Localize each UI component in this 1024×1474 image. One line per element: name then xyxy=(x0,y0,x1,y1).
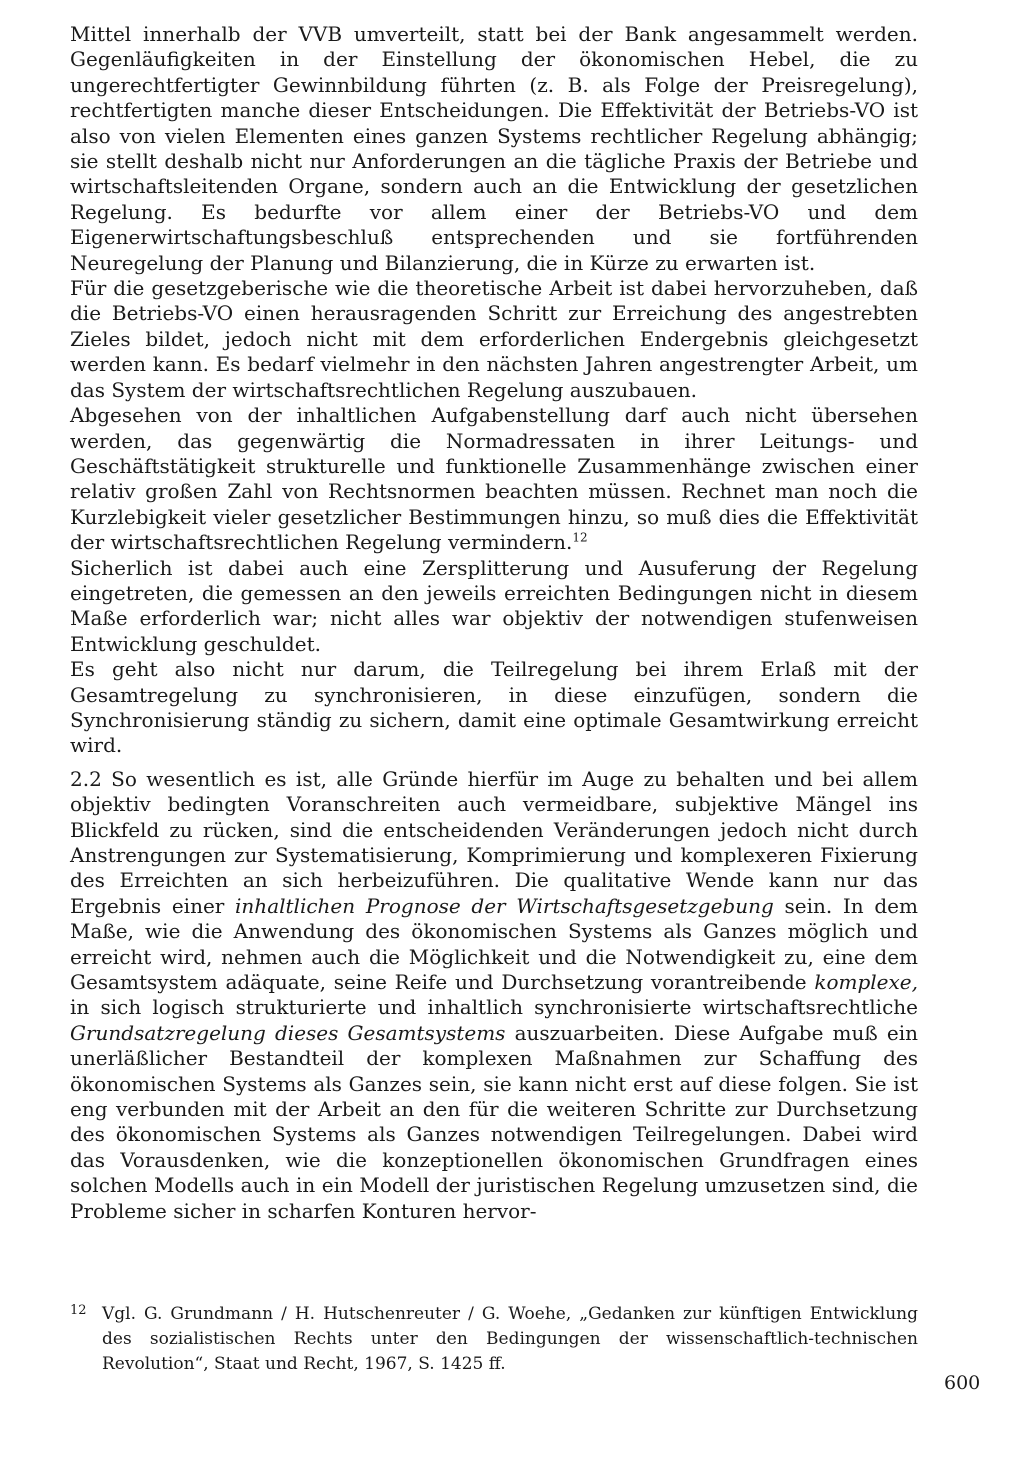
footnote-text: Vgl. G. Grundmann / H. Hutschenreuter / G. Woehe, „Gedanken zur künftigen Entwicklung des sozialistischen Rechts unter den Bedingungen der wissenschaftlich-technischen Revolution“, Staat und Recht, 1967, S. 1425 ff. xyxy=(102,1304,918,1374)
emphasis-prognose: inhaltlichen Prognose der Wirtschaftsgesetzgebung xyxy=(235,893,774,918)
emphasis-komplexe: komplexe, xyxy=(814,970,918,995)
page-number: 600 xyxy=(944,1372,981,1394)
footnote-reference[interactable]: 12 xyxy=(572,530,588,545)
paragraph-2: Für die gesetzgeberische wie die theoretische Arbeit ist dabei hervorzuheben, daß die Betriebs-VO einen herausragenden Schritt zur Erreichung des angestrebten Zieles bildet, jedoch nicht mit dem erforderlichen Endergebnis gleichgesetzt werden kann. Es bedarf vielmehr in den nächsten Jahren angestrengter Arbeit, um das System der wirtschaftsrechtlichen Regelung auszubauen. xyxy=(70,276,918,402)
footnote-12 xyxy=(70,1302,918,1377)
section-2-2-paragraph xyxy=(70,767,918,1224)
section-2-2-text-2: sein. In dem Maße, wie die Anwendung des ökonomischen Systems als Ganzes möglich und erreicht wird, nehmen auch die Möglichkeit und die Notwendigkeit zu, eine dem Gesamtsystem adäquate, seine Reife und Durchsetzung vorantreibende xyxy=(70,893,918,995)
paragraph-3 xyxy=(70,403,918,555)
paragraph-1: Mittel innerhalb der VVB umverteilt, statt bei der Bank angesammelt werden. Gegenläufigkeiten in der Einstellung der ökonomischen Hebel, die zu ungerechtfertigter Gewinnbildung führten (z. B. als Folge der Preisregelung), rechtfertigten manche dieser Entscheidungen. Die Effektivität der Betriebs-VO ist also von vielen Elementen eines ganzen Systems rechtlicher Regelung abhängig; sie stellt deshalb nicht nur Anforderungen an die tägliche Praxis der Betriebe und wirtschaftsleitenden Organe, sondern auch an die Entwicklung der gesetzlichen Regelung. Es bedurfte vor allem einer der Betriebs-VO und dem Eigenerwirtschaftungsbeschluß entsprechenden und sie fortführenden Neuregelung der Planung und Bilanzierung, die in Kürze zu erwarten ist. xyxy=(70,22,918,275)
footnotes xyxy=(70,1302,918,1377)
emphasis-grundsatzregelung: Grundsatzregelung dieses Gesamtsystems xyxy=(70,1020,506,1045)
section-2-2-text-1: 2.2 So wesentlich es ist, alle Gründe hierfür im Auge zu behalten und bei allem objektiv bedingten Voranschreiten auch vermeidbare, subjektive Mängel ins Blickfeld zu rücken, sind die entscheidenden Veränderungen jedoch nicht durch Anstrengungen zur Systematisierung, Komprimierung und komplexeren Fixierung des Erreichten an sich herbeizuführen. Die qualitative Wende kann nur das Ergebnis einer xyxy=(70,766,918,918)
section-2-2-text-3: in sich logisch strukturierte und inhaltlich synchronisierte wirtschaftsrechtliche xyxy=(70,995,918,1020)
paragraph-5: Es geht also nicht nur darum, die Teilregelung bei ihrem Erlaß mit der Gesamtregelung zu synchronisieren, in diese einzufügen, sondern die Synchronisierung ständig zu sichern, damit eine optimale Gesamtwirkung erreicht wird. xyxy=(70,657,918,758)
paragraph-4: Sicherlich ist dabei auch eine Zersplitterung und Ausuferung der Regelung eingetreten, die gemessen an den jeweils erreichten Bedingungen nicht in diesem Maße erforderlich war; nicht alles war objektiv der notwendigen stufenweisen Entwicklung geschuldet. xyxy=(70,555,918,656)
body-text xyxy=(70,22,918,1224)
paragraph-3-text: Abgesehen von der inhaltlichen Aufgabenstellung darf auch nicht übersehen werden, das gegenwärtig die Normadressaten in ihrer Leitungs- und Geschäftstätigkeit strukturelle und funktionelle Zusammenhänge zwischen einer relativ großen Zahl von Rechtsnormen beachten müssen. Rechnet man noch die Kurzlebigkeit vieler gesetzlicher Bestimmungen hinzu, so muß dies die Effektivität der wirtschaftsrechtlichen Regelung vermindern. xyxy=(70,403,918,555)
footnote-mark: 12 xyxy=(70,1303,87,1318)
section-2-2-text-4: auszuarbeiten. Diese Aufgabe muß ein unerläßlicher Bestandteil der komplexen Maßnahmen zur Schaffung des ökonomischen Systems als Ganzes sein, sie kann nicht erst auf diese folgen. Sie ist eng verbunden mit der Arbeit an den für die weiteren Schritte zur Durchsetzung des ökonomischen Systems als Ganzes notwendigen Teilregelungen. Dabei wird das Vorausdenken, wie die konzeptionellen ökonomischen Grundfragen eines solchen Modells auch in ein Modell der juristischen Regelung umzusetzen sind, die Probleme sicher in scharfen Konturen hervor- xyxy=(70,1020,918,1223)
